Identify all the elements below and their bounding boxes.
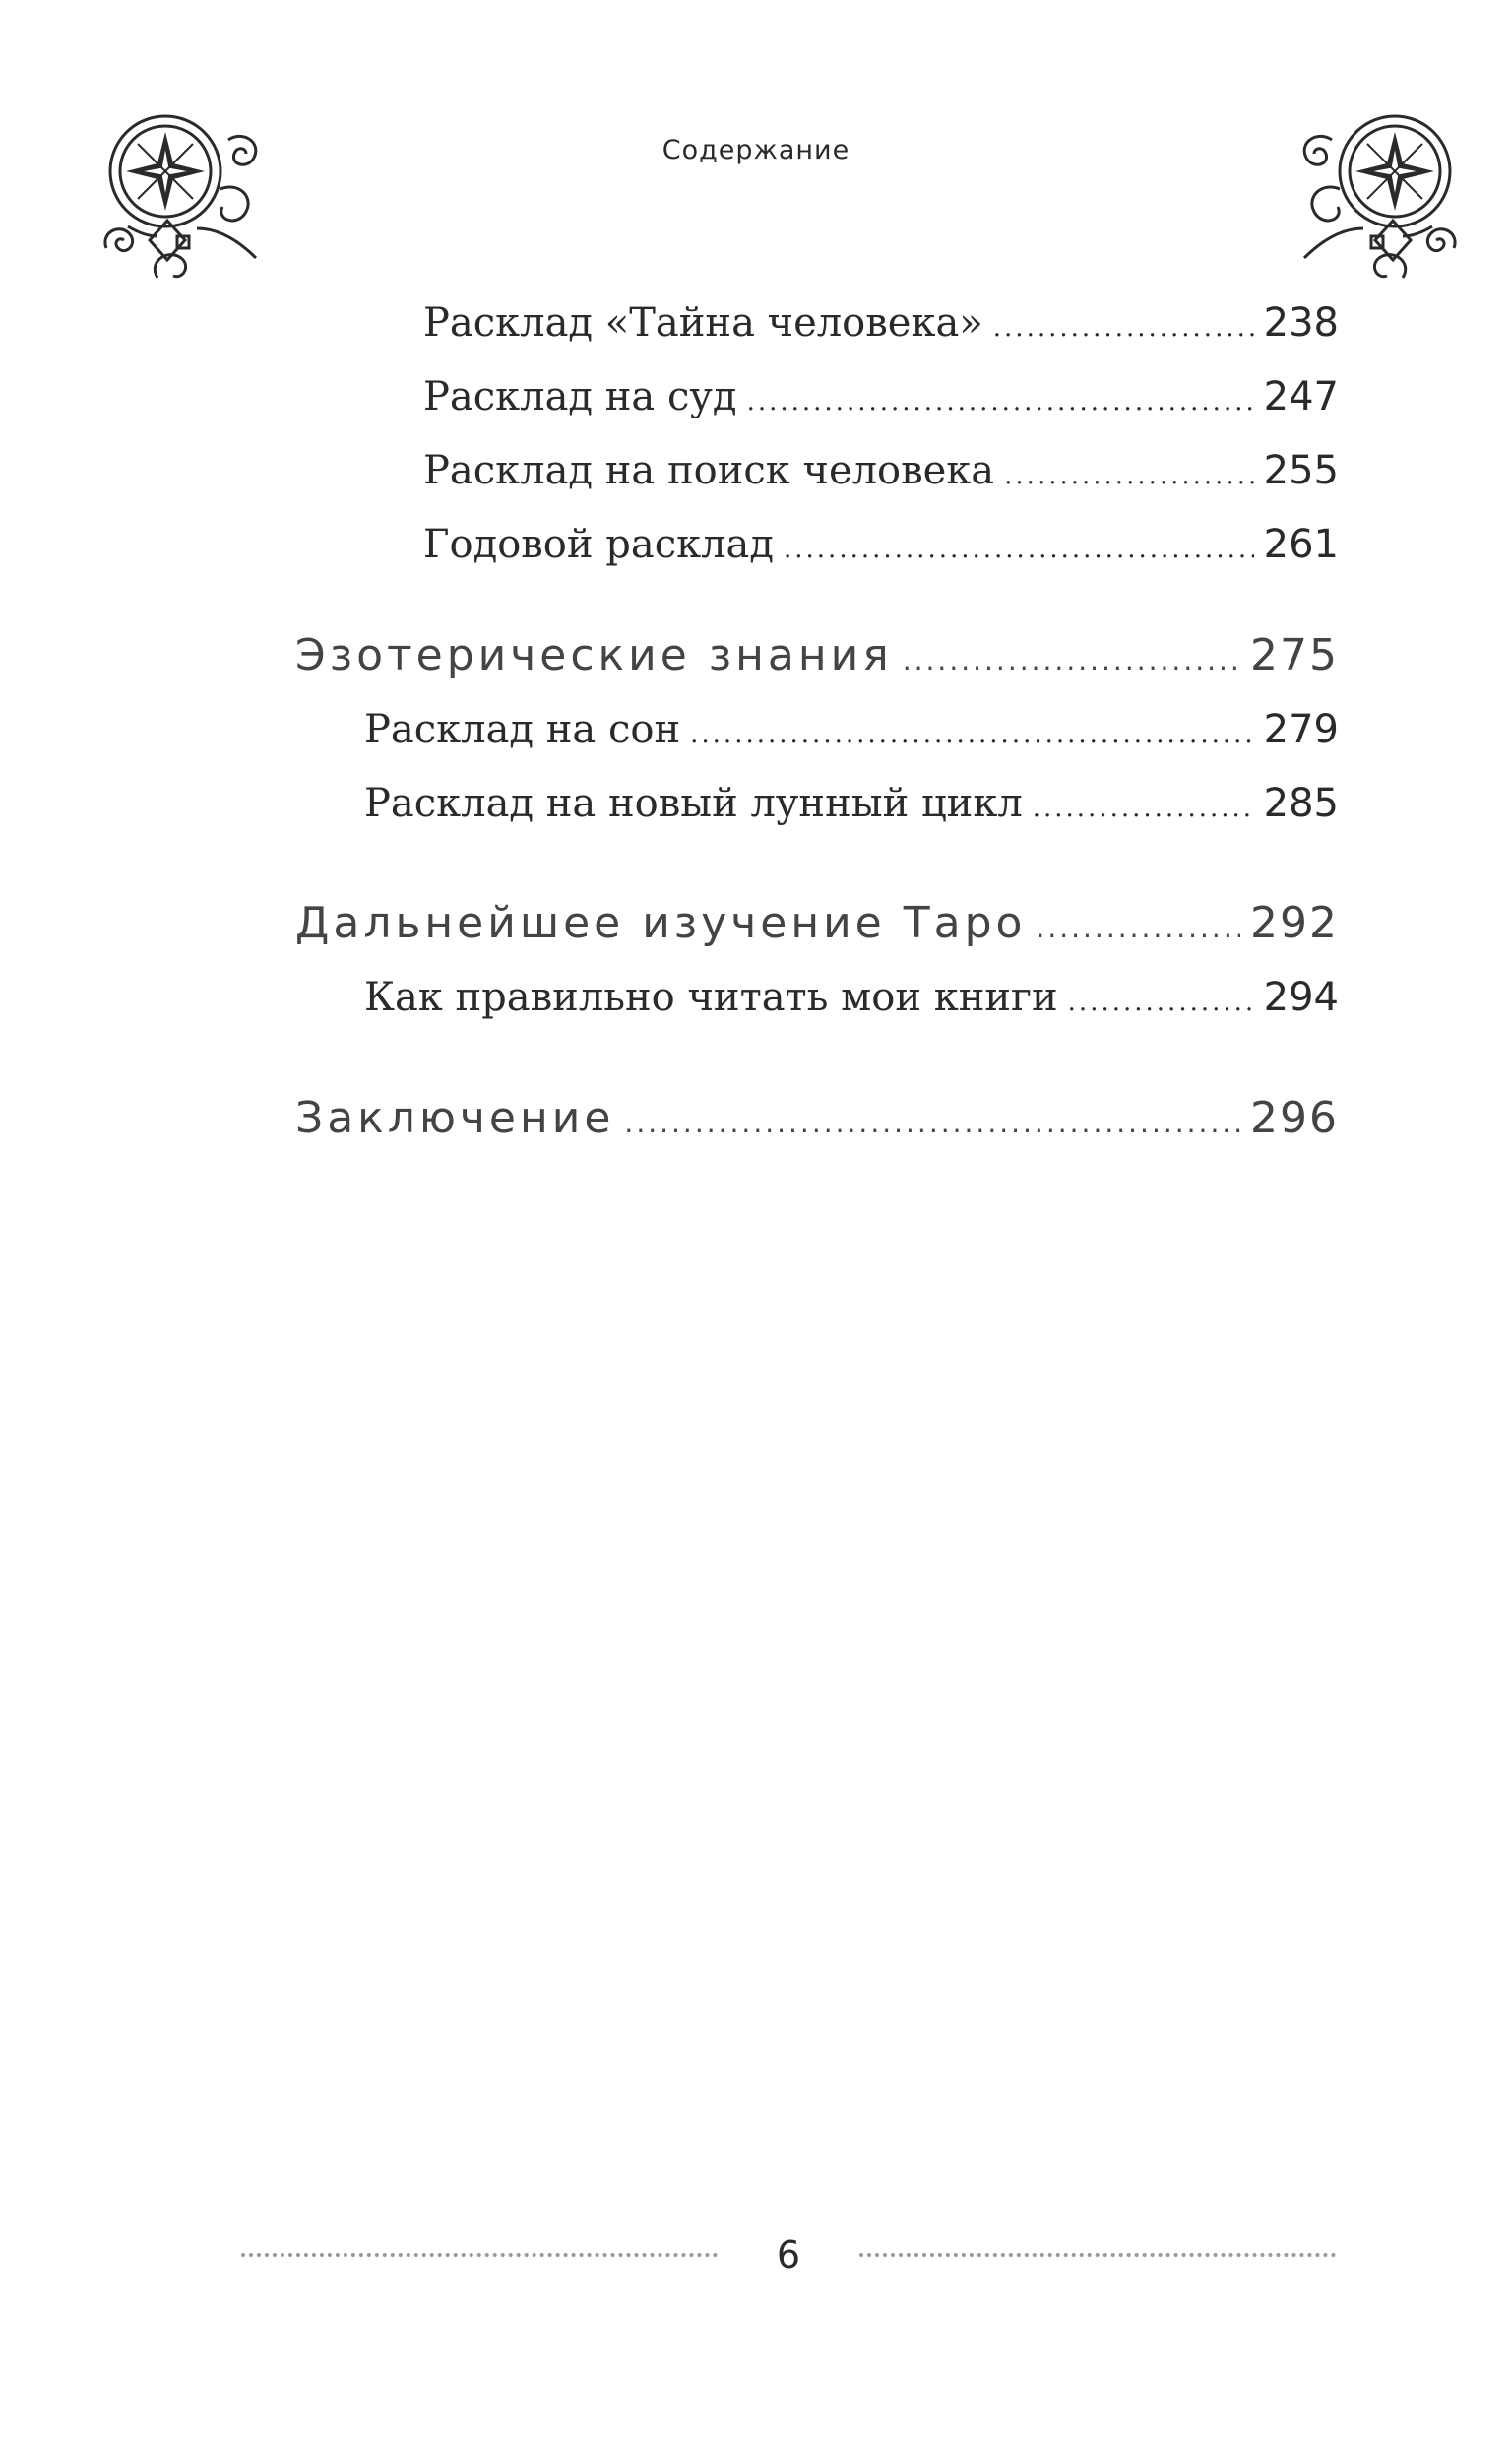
toc-entry[interactable] [423,448,1339,493]
toc-entry[interactable] [423,374,1339,419]
toc-section-heading[interactable] [295,1093,1339,1143]
toc-section-label: Эзотерические знания [295,630,893,680]
toc-entry[interactable] [364,781,1339,826]
toc-entry-label: Расклад «Тайна человека» [423,300,983,346]
toc-section-heading[interactable] [295,630,1339,680]
toc-leader-dots [624,1107,1240,1139]
toc-section-heading[interactable] [295,898,1339,948]
toc-entry-page: 238 [1263,300,1339,346]
toc-entry-page: 261 [1263,522,1339,567]
toc-leader-dots [903,644,1240,676]
toc-leader-dots [1036,912,1240,944]
toc-entry-label: Расклад на новый лунный цикл [364,781,1023,826]
toc-leader-dots [1033,794,1254,823]
toc-leader-dots [690,720,1254,749]
toc-section-label: Дальнейшее изучение Таро [295,898,1027,948]
toc-leader-dots [1004,461,1253,490]
page-number: 6 [776,2233,801,2277]
toc-leader-dots [784,535,1254,564]
toc-entry-page: 285 [1263,781,1339,826]
toc-section-page: 296 [1250,1093,1339,1143]
toc-entry-label: Расклад на суд [423,374,737,419]
toc-section-page: 275 [1250,630,1339,680]
toc-entry[interactable] [423,522,1339,567]
toc-entry-page: 294 [1263,975,1339,1020]
toc-entry[interactable] [364,975,1339,1020]
toc-entry-label: Расклад на сон [364,707,681,752]
toc-entry[interactable] [364,707,1339,752]
toc-leader-dots [747,387,1254,417]
toc-section-label: Заключение [295,1093,615,1143]
toc-entry-page: 247 [1263,374,1339,419]
toc-entry-label: Годовой расклад [423,522,774,567]
toc-entry-page: 255 [1263,448,1339,493]
footer-dotted-rule-right [859,2253,1336,2257]
running-head: Содержание [662,135,850,165]
toc-leader-dots [993,313,1254,343]
toc-entry[interactable] [423,300,1339,346]
toc-entry-label: Расклад на поиск человека [423,448,995,493]
footer-dotted-rule-left [241,2253,718,2257]
page-footer [241,2225,1336,2284]
toc-leader-dots [1068,988,1254,1017]
toc-entry-label: Как правильно читать мои книги [364,975,1058,1020]
toc-entry-page: 279 [1263,707,1339,752]
toc-section-page: 292 [1250,898,1339,948]
